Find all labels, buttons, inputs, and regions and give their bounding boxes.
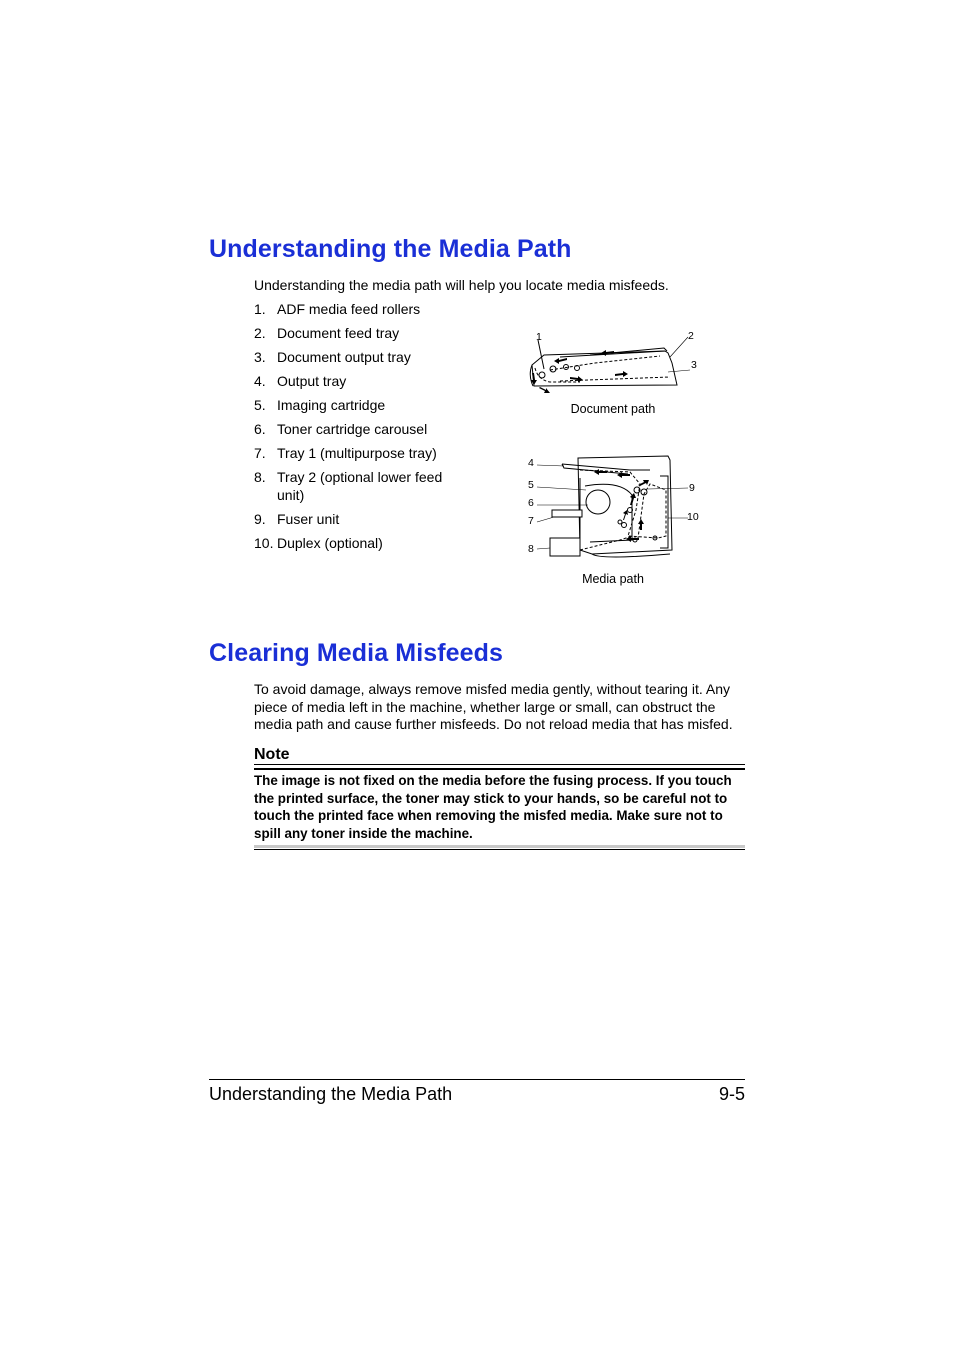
list-item-number: 1.: [254, 301, 266, 317]
list-item: [254, 420, 464, 438]
list-item: [254, 372, 464, 390]
section-title-clearing-misfeeds: Clearing Media Misfeeds: [209, 639, 504, 667]
list-item-label: Document output tray: [277, 349, 411, 365]
list-item-label: Fuser unit: [277, 511, 340, 527]
callout-3: 3: [691, 359, 697, 371]
note-heading: Note: [254, 746, 290, 763]
list-item: [254, 444, 464, 462]
list-item: [254, 468, 464, 504]
page-number: 9-5: [718, 1084, 745, 1104]
media-path-intro: Understanding the media path will help you locate media misfeeds.: [254, 277, 669, 293]
list-item-number: 8.: [254, 469, 266, 485]
list-item-label: Document feed tray: [277, 325, 400, 341]
callout-1: 1: [536, 331, 542, 343]
list-item-number: 10.: [254, 535, 274, 551]
list-item-label: Imaging cartridge: [277, 397, 386, 413]
note-rule-bottom: [254, 849, 745, 850]
footer-rule: [209, 1079, 745, 1080]
media-path-figure: [520, 450, 710, 570]
media-path-diagram: [520, 450, 710, 570]
list-item-number: 2.: [254, 325, 266, 341]
section-title-media-path: Understanding the Media Path: [209, 235, 572, 263]
callout-2: 2: [688, 330, 694, 342]
list-item-number: 5.: [254, 397, 266, 413]
list-item-number: 7.: [254, 445, 266, 461]
list-item-number: 9.: [254, 511, 266, 527]
note-rule-top-thin: [254, 764, 745, 765]
list-item: [254, 324, 464, 342]
callout-5: 5: [528, 479, 534, 491]
list-item-label: Duplex (optional): [277, 535, 383, 551]
list-item: [254, 510, 464, 528]
document-path-caption: Document path: [570, 402, 656, 416]
list-item: [254, 396, 464, 414]
note-rule-top-thick: [254, 768, 745, 770]
callout-9: 9: [689, 482, 695, 494]
list-item-number: 3.: [254, 349, 266, 365]
note-body: The image is not fixed on the media before the fusing process. If you touch the printed surface, the toner may stick to your hands, so be careful not to touch the printed face when removing the misfed media. Make sure not to spill any toner inside the machine.: [254, 773, 732, 841]
list-item: [254, 348, 464, 366]
list-item-label: Toner cartridge carousel: [277, 421, 428, 437]
callout-10: 10: [687, 511, 699, 523]
list-item-label: Output tray: [277, 373, 347, 389]
list-item-label: ADF media feed rollers: [277, 301, 421, 317]
list-item-number: 4.: [254, 373, 266, 389]
callout-6: 6: [528, 497, 534, 509]
callout-7: 7: [528, 515, 534, 527]
list-item-number: 6.: [254, 421, 266, 437]
list-item: [254, 300, 464, 318]
clearing-misfeeds-body: To avoid damage, always remove misfed media gently, without tearing it. Any piece of media left in the machine, whether large or small, can obstruct the media path and cause further misfeeds. Do not reload media that has misfed.: [254, 681, 733, 732]
list-item-label: Tray 2 (optional lower feed unit): [277, 469, 443, 503]
media-path-parts-list: [254, 300, 464, 558]
callout-8: 8: [528, 543, 534, 555]
footer-title: Understanding the Media Path: [209, 1084, 453, 1104]
callout-4: 4: [528, 457, 534, 469]
list-item-label: Tray 1 (multipurpose tray): [277, 445, 437, 461]
media-path-caption: Media path: [582, 572, 644, 586]
list-item: [254, 534, 464, 552]
note-rule-bottom-shade: [254, 845, 745, 848]
